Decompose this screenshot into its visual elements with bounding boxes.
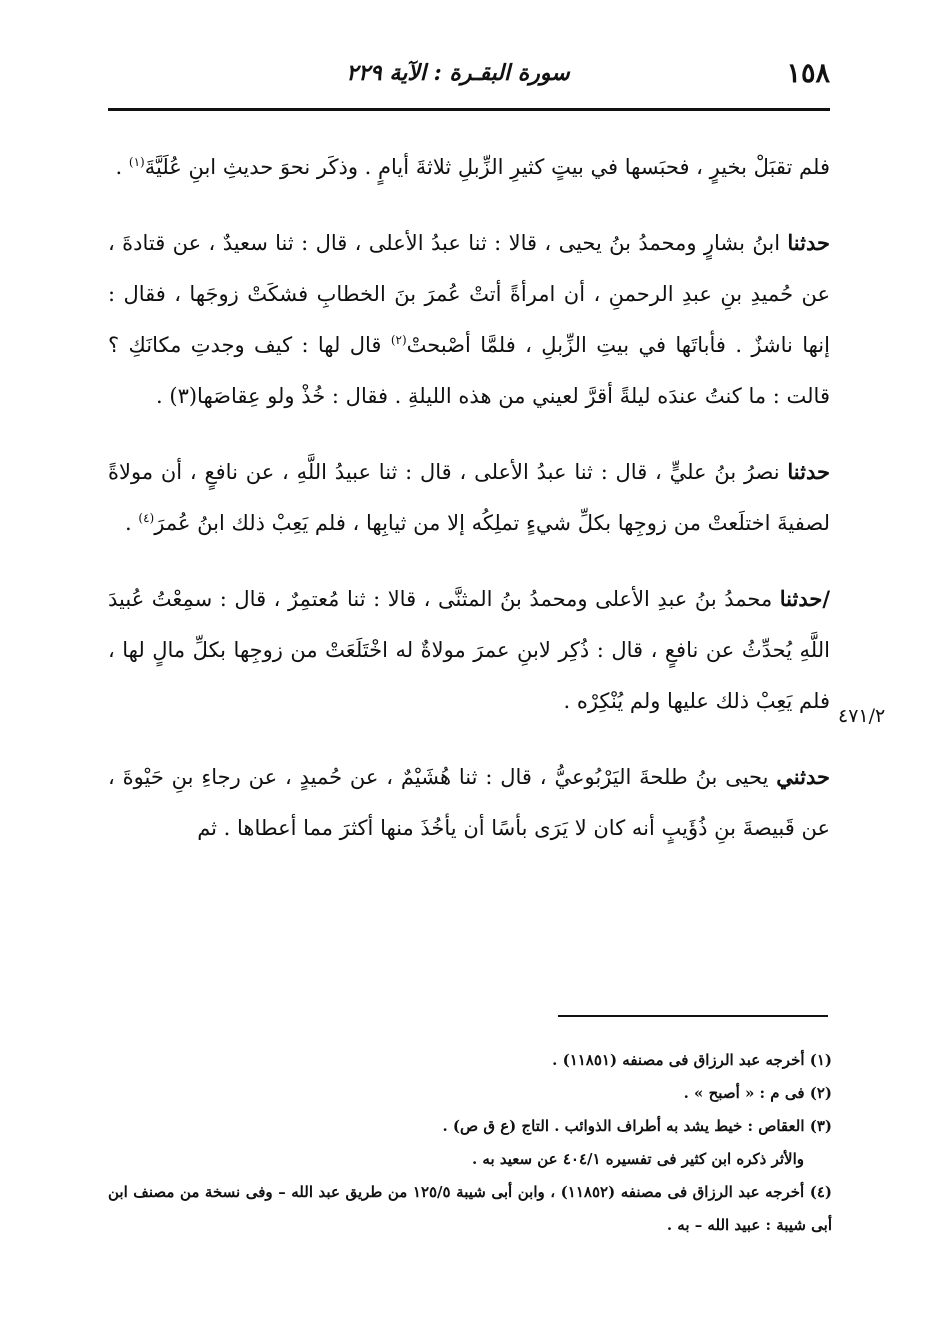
- paragraph-lead: حدثنا: [787, 459, 830, 484]
- paragraph-tail: .: [115, 155, 129, 179]
- footnote-3-continuation: والأثر ذكره ابن كثير فى تفسيره ٤٠٤/١ عن سعيد به .: [471, 1150, 804, 1168]
- margin-reference: ٤٧١/٢: [838, 705, 886, 727]
- paragraph-2: [108, 217, 830, 422]
- paragraph-5: [108, 751, 830, 854]
- footnote-3: (٣) العقاص : خيط يشد به أطراف الذوائب . التاج (ع ق ص) .: [442, 1117, 832, 1135]
- paragraph-3: [108, 446, 830, 549]
- header-rule: [108, 108, 830, 111]
- paragraph-text: نصرُ بنُ عليٍّ ، قال : ثنا عبدُ الأعلى ، قال : ثنا عبيدُ اللَّهِ ، عن نافعٍ ، أن مولاةً لصفيةَ اختلَعتْ من زوجِها بكلِّ شيءٍ تملِكُه إلا من ثيابِها ، فلم يَعِبْ ذلك ابنُ عُمرَ: [108, 460, 830, 535]
- footnote-ref-4: (٤): [138, 511, 155, 525]
- footnote-ref-1: (١): [128, 155, 145, 169]
- paragraph-tail: .: [125, 511, 139, 535]
- footnote-rule: [558, 1015, 828, 1017]
- paragraph-lead: حدثني: [776, 764, 830, 789]
- paragraph-tail: قال لها : كيف وجدتِ مكانَكِ ؟ قالت : ما كنتُ عندَه ليلةً أقرَّ لعيني من هذه الليلةِ . فقال : خُذْ ولو عِقاصَها(٣) .: [108, 333, 830, 408]
- paragraph-lead: حدثنا: [787, 230, 830, 255]
- footnote-1: (١) أخرجه عبد الرزاق فى مصنفه (١١٨٥١) .: [552, 1051, 832, 1069]
- footnote-ref-2: (٢): [390, 333, 407, 347]
- paragraph-1: [108, 142, 830, 193]
- page-number: ١٥٨: [786, 58, 830, 89]
- running-title: سورة البقـرة : الآية ٢٢٩: [346, 60, 570, 86]
- footnote-2: (٢) فى م : « أصبح » .: [683, 1084, 832, 1102]
- paragraph-lead: /حدثنا: [779, 586, 830, 611]
- page-header: [108, 58, 830, 102]
- paragraph-text: فلم تقبَلْ بخيرٍ ، فحبَسها في بيتٍ كثيرِ الزِّبلِ ثلاثةَ أيامٍ . وذكَر نحوَ حديثِ ابنِ عُلَيَّةَ: [144, 155, 830, 179]
- footnotes: [108, 1044, 832, 1242]
- paragraph-text: محمدُ بنُ عبدِ الأعلى ومحمدُ بنُ المثنَّى ، قالا : ثنا مُعتمِرٌ ، قال : سمِعْتُ عُبيدَ اللَّهِ يُحدِّثُ عن نافعٍ ، قال : ذُكِر لابنِ عمرَ مولاةٌ له اخْتَلَعَتْ من زوجِها بكلِّ مالٍ لها ، فلم يَعِبْ ذلك عليها ولم يُنْكِرْه .: [108, 587, 830, 713]
- paragraph-text: يحيى بنُ طلحةَ اليَرْبُوعيُّ ، قال : ثنا هُشَيْمٌ ، عن حُميدٍ ، عن رجاءِ بنِ حَيْوةَ ، عن قَبيصةَ بنِ ذُؤَيبٍ أنه كان لا يَرَى بأسًا أن يأخُذَ منها أكثرَ مما أعطاها . ثم: [108, 765, 830, 840]
- main-text: [108, 142, 830, 878]
- paragraph-text: ابنُ بشارٍ ومحمدُ بنُ يحيى ، قالا : ثنا عبدُ الأعلى ، قال : ثنا سعيدٌ ، عن قتادةَ ، عن حُميدِ بنِ عبدِ الرحمنِ ، أن امرأةً أتتْ عُمرَ بنَ الخطابِ فشكَتْ زوجَها ، فقال : إنها ناشزٌ . فأباتَها في بيتِ الزِّبلِ ، فلمَّا أصْبحتْ: [108, 231, 830, 357]
- paragraph-4: [108, 573, 830, 727]
- footnote-4: (٤) أخرجه عبد الرزاق فى مصنفه (١١٨٥٢) ، وابن أبى شيبة ١٢٥/٥ من طريق عبد الله – وفى نسخة من مصنف ابن أبى شيبة : عبيد الله – به .: [108, 1183, 833, 1234]
